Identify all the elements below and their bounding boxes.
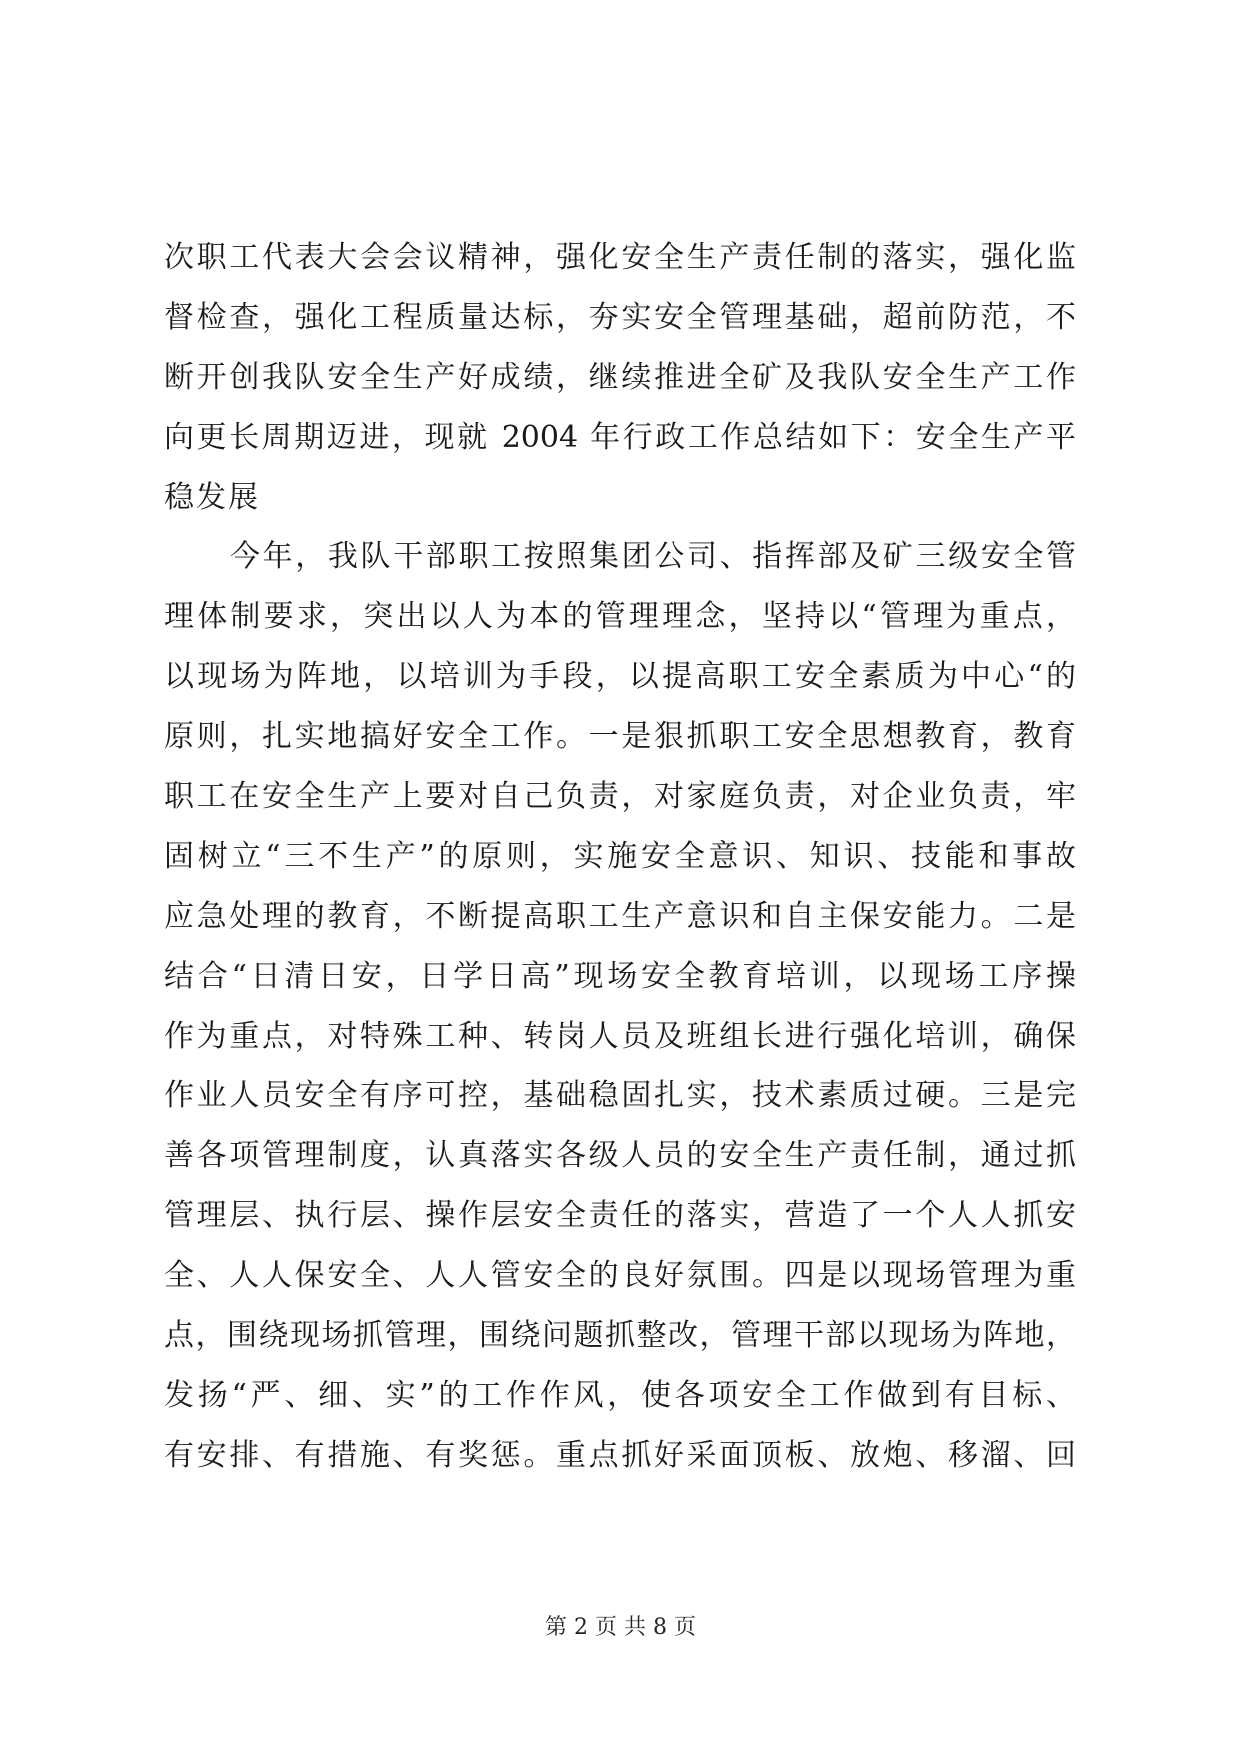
- text-line: 作为重点，对特殊工种、转岗人员及班组长进行强化培训，确保: [164, 1018, 1076, 1054]
- body-text: [164, 228, 1076, 1486]
- text-line: 全、人人保安全、人人管安全的良好氛围。四是以现场管理为重: [164, 1258, 1076, 1294]
- text-line: 点，围绕现场抓管理，围绕问题抓整改，管理干部以现场为阵地，: [164, 1318, 1076, 1354]
- text-line: 固树立“三不生产”的原则，实施安全意识、知识、技能和事故: [164, 838, 1076, 874]
- text-line: 原则，扎实地搞好安全工作。一是狠抓职工安全思想教育，教育: [164, 719, 1076, 755]
- text-line: 职工在安全生产上要对自己负责，对家庭负责，对企业负责，牢: [164, 779, 1076, 815]
- text-line: 发扬“严、细、实”的工作作风，使各项安全工作做到有目标、: [164, 1377, 1076, 1413]
- text-line: 应急处理的教育，不断提高职工生产意识和自主保安能力。二是: [164, 898, 1076, 934]
- text-line: 今年，我队干部职工按照集团公司、指挥部及矿三级安全管: [230, 539, 1076, 575]
- text-line: 断开创我队安全生产好成绩，继续推进全矿及我队安全生产工作: [164, 359, 1076, 395]
- text-line: 次职工代表大会会议精神，强化安全生产责任制的落实，强化监: [164, 240, 1076, 275]
- page-footer: 第 2 页 共 8 页: [545, 1615, 696, 1640]
- text-line: 稳发展: [164, 479, 260, 515]
- text-line: 理体制要求，突出以人为本的管理理念，坚持以“管理为重点，: [164, 599, 1076, 635]
- text-line: 善各项管理制度，认真落实各级人员的安全生产责任制，通过抓: [164, 1138, 1076, 1174]
- text-line: 以现场为阵地，以培训为手段，以提高职工安全素质为中心“的: [164, 659, 1076, 695]
- text-line: 管理层、执行层、操作层安全责任的落实，营造了一个人人抓安: [164, 1198, 1076, 1234]
- text-line: 向更长周期迈进，现就 2004 年行政工作总结如下：安全生产平: [164, 419, 1076, 455]
- text-line: 有安排、有措施、有奖惩。重点抓好采面顶板、放炮、移溜、回: [164, 1437, 1076, 1473]
- text-line: 结合“日清日安，日学日高”现场安全教育培训，以现场工序操: [164, 958, 1076, 994]
- text-line: 督检查，强化工程质量达标，夯实安全管理基础，超前防范，不: [164, 299, 1076, 335]
- text-line: 作业人员安全有序可控，基础稳固扎实，技术素质过硬。三是完: [164, 1078, 1076, 1114]
